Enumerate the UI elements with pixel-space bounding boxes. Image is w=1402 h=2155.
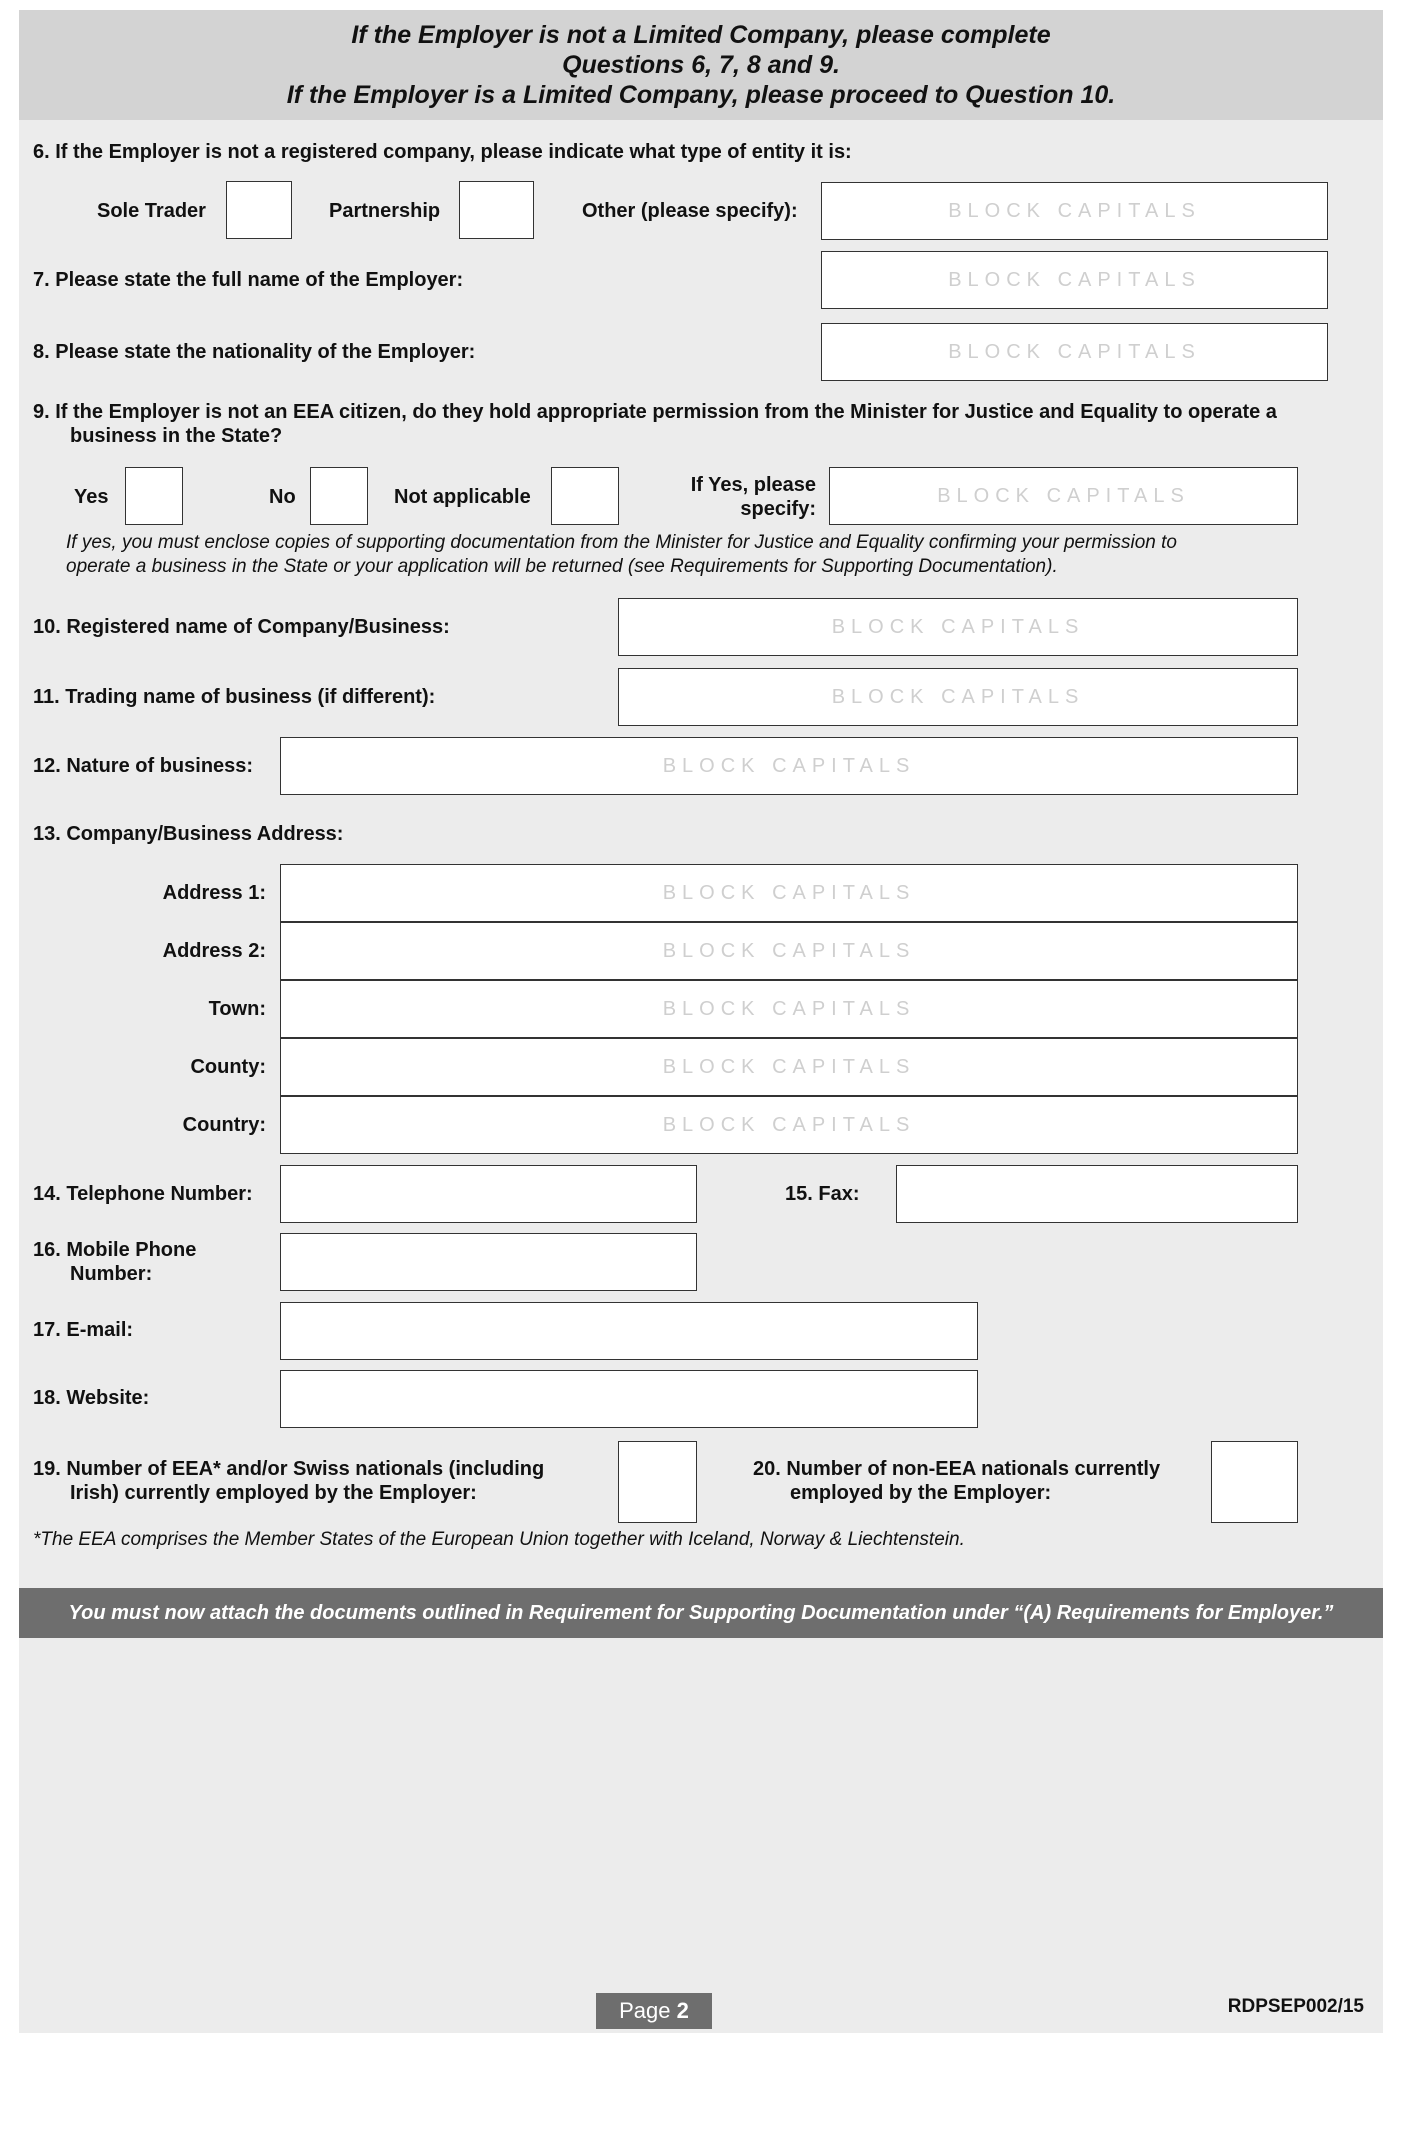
q17-label: 17. E-mail: xyxy=(33,1319,134,1341)
fax-field[interactable] xyxy=(896,1165,1298,1223)
q20-label-line-1: 20. Number of non-EEA nationals currently xyxy=(753,1458,1161,1480)
not-applicable-label: Not applicable xyxy=(394,486,531,508)
q13-label: 13. Company/Business Address: xyxy=(33,823,344,845)
q6-label: 6. If the Employer is not a registered company, please indicate what type of entity it is: xyxy=(33,141,852,163)
county-field[interactable]: BLOCK CAPITALS xyxy=(280,1038,1298,1096)
other-entity-field[interactable]: BLOCK CAPITALS xyxy=(821,182,1328,240)
address-1-label: Address 1: xyxy=(162,882,266,904)
trading-name-field[interactable]: BLOCK CAPITALS xyxy=(618,668,1298,726)
employer-nationality-field[interactable]: BLOCK CAPITALS xyxy=(821,323,1328,381)
registered-name-field[interactable]: BLOCK CAPITALS xyxy=(618,598,1298,656)
sole-trader-checkbox[interactable] xyxy=(226,181,292,239)
telephone-field[interactable] xyxy=(280,1165,697,1223)
q15-label: 15. Fax: xyxy=(785,1183,860,1205)
address-1-field[interactable]: BLOCK CAPITALS xyxy=(280,864,1298,922)
no-label: No xyxy=(269,486,296,508)
q16-label-line-1: 16. Mobile Phone xyxy=(33,1239,197,1261)
permission-specify-field[interactable]: BLOCK CAPITALS xyxy=(829,467,1298,525)
if-yes-specify-label-line-2: specify: xyxy=(740,498,816,520)
non-eea-nationals-count-field[interactable] xyxy=(1211,1441,1298,1523)
website-field[interactable] xyxy=(280,1370,978,1428)
page-number: 2 xyxy=(676,1998,689,2023)
country-label: Country: xyxy=(182,1114,266,1136)
if-yes-specify-label-line-1: If Yes, please xyxy=(690,474,816,496)
no-checkbox[interactable] xyxy=(310,467,368,525)
town-field[interactable]: BLOCK CAPITALS xyxy=(280,980,1298,1038)
q12-label: 12. Nature of business: xyxy=(33,755,254,777)
page-indicator xyxy=(596,1993,712,2029)
county-label: County: xyxy=(190,1056,266,1078)
q7-label: 7. Please state the full name of the Employer: xyxy=(33,269,464,291)
country-field[interactable]: BLOCK CAPITALS xyxy=(280,1096,1298,1154)
banner-line-3: If the Employer is a Limited Company, please proceed to Question 10. xyxy=(286,81,1116,109)
q10-label: 10. Registered name of Company/Business: xyxy=(33,616,450,638)
q19-label-line-2: Irish) currently employed by the Employer: xyxy=(70,1482,477,1504)
q9-label-line-2: business in the State? xyxy=(70,425,283,447)
q9-note-line-2: operate a business in the State or your application will be returned (see Requirements for Supporting Documentation). xyxy=(66,556,1058,577)
q20-label-line-2: employed by the Employer: xyxy=(790,1482,1052,1504)
page-label: Page xyxy=(619,1998,671,2023)
instruction-banner xyxy=(19,10,1383,120)
other-label: Other (please specify): xyxy=(582,200,798,222)
not-applicable-checkbox[interactable] xyxy=(551,467,619,525)
q19-label-line-1: 19. Number of EEA* and/or Swiss nationals (including xyxy=(33,1458,545,1480)
q11-label: 11. Trading name of business (if different): xyxy=(33,686,436,708)
q16-label-line-2: Number: xyxy=(70,1263,153,1285)
banner-line-2: Questions 6, 7, 8 and 9. xyxy=(562,51,840,79)
q9-note-line-1: If yes, you must enclose copies of supporting documentation from the Minister for Justice and Equality confirming your permission to xyxy=(66,532,1177,553)
sole-trader-label: Sole Trader xyxy=(97,200,206,222)
eea-footnote: *The EEA comprises the Member States of the European Union together with Iceland, Norway & Liechtenstein. xyxy=(33,1529,965,1550)
eea-nationals-count-field[interactable] xyxy=(618,1441,697,1523)
banner-line-1: If the Employer is not a Limited Company, please complete xyxy=(351,21,1051,49)
q9-label-line-1: 9. If the Employer is not an EEA citizen, do they hold appropriate permission from the Minister for Justice and Equality to operate a xyxy=(33,401,1277,423)
partnership-label: Partnership xyxy=(329,200,441,222)
partnership-checkbox[interactable] xyxy=(459,181,534,239)
q14-label: 14. Telephone Number: xyxy=(33,1183,253,1205)
yes-label: Yes xyxy=(74,486,109,508)
email-field[interactable] xyxy=(280,1302,978,1360)
q8-label: 8. Please state the nationality of the Employer: xyxy=(33,341,476,363)
address-2-label: Address 2: xyxy=(162,940,266,962)
town-label: Town: xyxy=(208,998,266,1020)
attach-documents-notice: You must now attach the documents outlined in Requirement for Supporting Documentation under “(A) Requirements for Employer.” xyxy=(19,1588,1383,1638)
form-code: RDPSEP002/15 xyxy=(1227,1996,1364,2017)
q18-label: 18. Website: xyxy=(33,1387,150,1409)
address-2-field[interactable]: BLOCK CAPITALS xyxy=(280,922,1298,980)
yes-checkbox[interactable] xyxy=(125,467,183,525)
nature-of-business-field[interactable]: BLOCK CAPITALS xyxy=(280,737,1298,795)
employer-full-name-field[interactable]: BLOCK CAPITALS xyxy=(821,251,1328,309)
mobile-phone-field[interactable] xyxy=(280,1233,697,1291)
